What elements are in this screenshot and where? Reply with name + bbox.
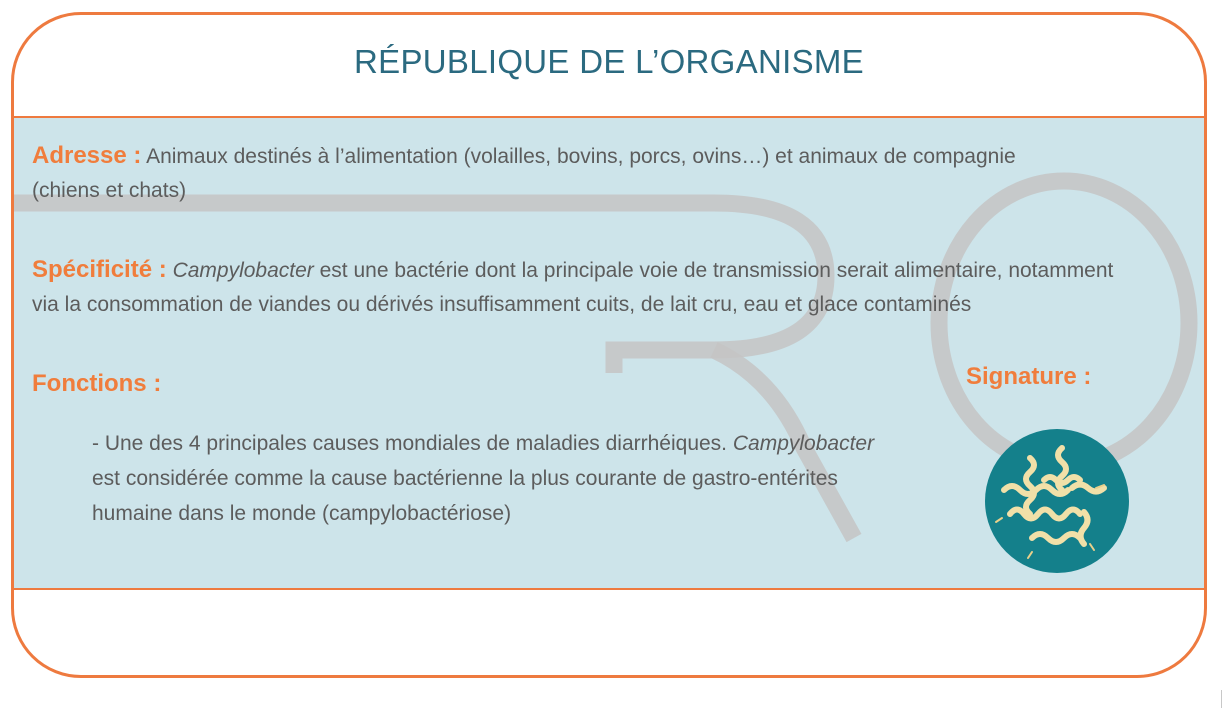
specificite-line-2: via la consommation de viandes ou dérivés insuffisamment cuits, de lait cru, eau et glace contaminés	[32, 293, 972, 316]
fonctions-line-2: est considérée comme la cause bactérienne la plus courante de gastro-entérites	[92, 467, 838, 490]
adresse-line-2: (chiens et chats)	[32, 179, 187, 202]
organism-card	[11, 12, 1207, 678]
fonctions-label: Fonctions :	[32, 370, 162, 397]
specificite-line-1	[32, 253, 1113, 288]
adresse-line-1	[32, 139, 1016, 174]
fonctions-text-1: - Une des 4 principales causes mondiales de maladies diarrhéiques.	[92, 432, 733, 455]
page-edge-mark	[1221, 690, 1222, 708]
specificite-text-1: est une bactérie dont la principale voie de transmission serait alimentaire, notamment	[313, 259, 1114, 282]
campylobacter-icon	[972, 418, 1132, 578]
adresse-label: Adresse :	[32, 142, 142, 169]
adresse-text-1: Animaux destinés à l’alimentation (volailles, bovins, porcs, ovins…) et animaux de compagnie	[146, 145, 1016, 168]
specificite-organism: Campylobacter	[172, 259, 314, 282]
info-panel	[14, 118, 1204, 590]
fonctions-line-3: humaine dans le monde (campylobactériose)	[92, 502, 512, 525]
specificite-label: Spécificité :	[32, 256, 167, 283]
fonctions-line-1	[92, 427, 874, 461]
signature-label: Signature :	[966, 363, 1092, 390]
fonctions-organism: Campylobacter	[732, 432, 875, 455]
page-title: RÉPUBLIQUE DE L’ORGANISME	[354, 43, 864, 80]
